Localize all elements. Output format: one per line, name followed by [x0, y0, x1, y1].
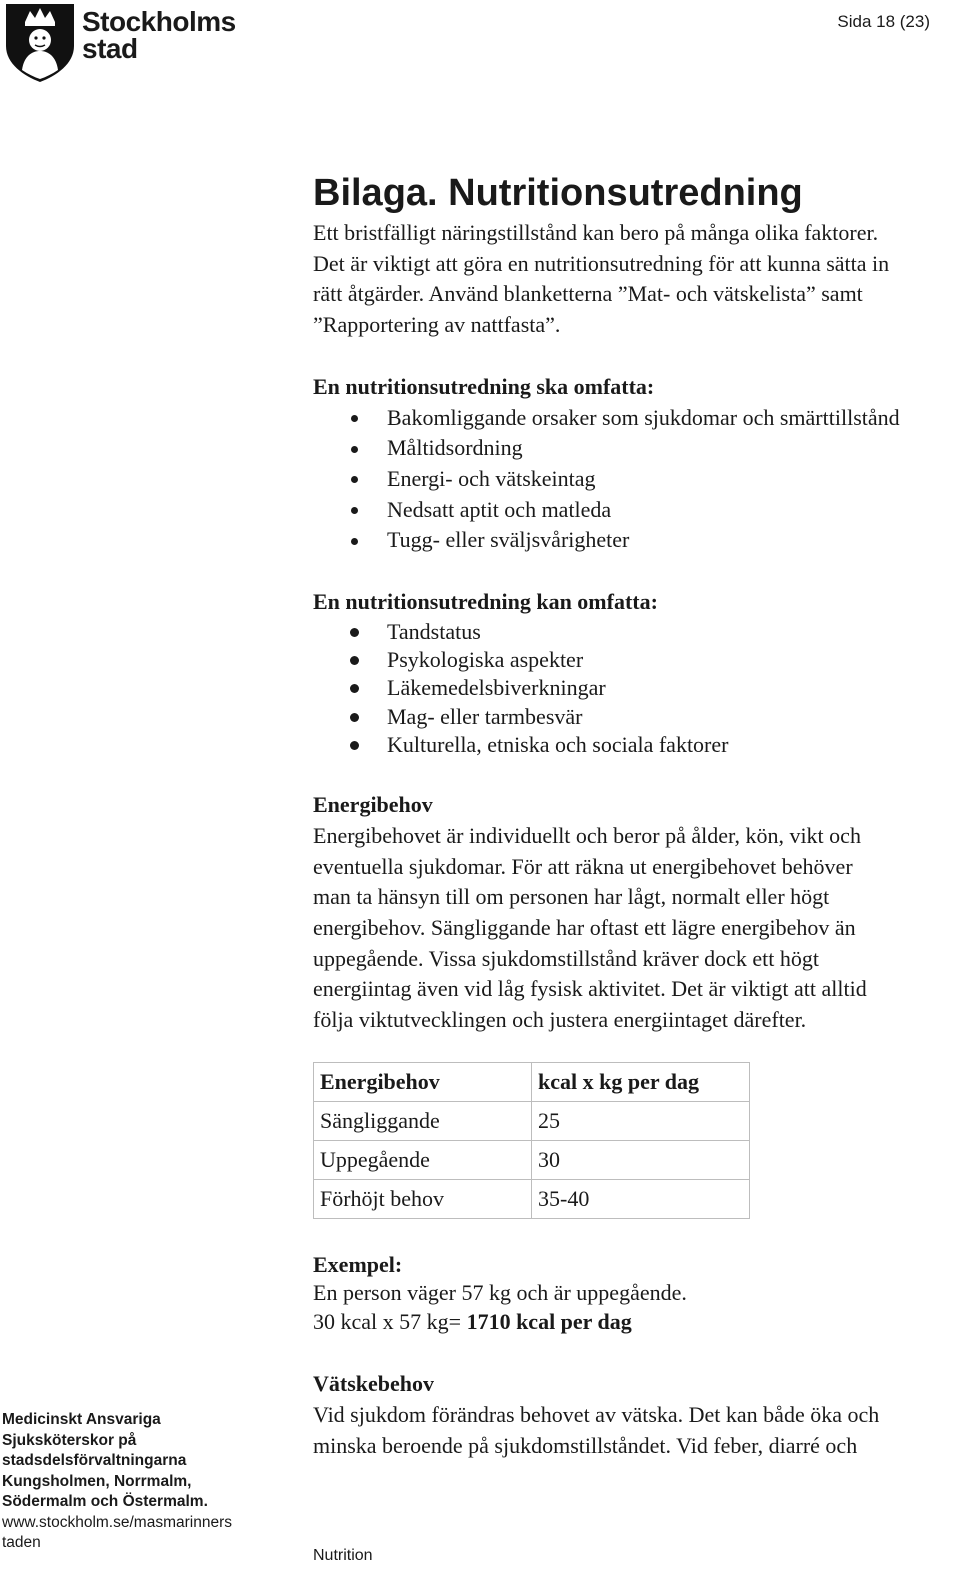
energy-text-line: energibehov. Sängliggande har oftast ett lägre energibehov än [313, 915, 856, 941]
bullet-icon [350, 656, 359, 665]
crest-shield-icon [4, 2, 76, 84]
energy-text-line: uppegående. Vissa sjukdomstillstånd kräver dock ett högt [313, 945, 820, 971]
bullet-icon [350, 741, 359, 750]
intro-line: Ett bristfälligt näringstillstånd kan bero på många olika faktorer. [313, 220, 879, 245]
list-item: Psykologiska aspekter [313, 646, 959, 674]
intro-line: rätt åtgärder. Använd blanketterna ”Mat- och vätskelista” samt [313, 281, 863, 307]
example-line: En person väger 57 kg och är uppegående. [313, 1280, 687, 1306]
must-include-list [313, 403, 959, 557]
may-include-list [313, 618, 959, 759]
bullet-icon [351, 538, 358, 545]
energy-text-line: Energibehovet är individuellt och beror på ålder, kön, vikt och [313, 822, 861, 848]
page-number: Sida 18 (23) [837, 12, 930, 31]
must-include-heading: En nutritionsutredning ska omfatta: [313, 373, 655, 399]
sidebar-link-line[interactable]: www.stockholm.se/masmarinners [2, 1513, 232, 1531]
energy-text-line: eventuella sjukdomar. För att räkna ut energibehovet behöver [313, 853, 853, 879]
fluid-text-line: Vid sjukdom förändras behovet av vätska. Det kan både öka och [313, 1402, 880, 1428]
sidebar-line: Kungsholmen, Norrmalm, [2, 1472, 192, 1490]
list-item: Mag- eller tarmbesvär [313, 703, 959, 731]
list-item: Energi- och vätskeintag [313, 464, 959, 495]
example-calculation: 30 kcal x 57 kg= 1710 kcal per dag [313, 1308, 632, 1334]
stockholms-stad-logo [4, 2, 244, 84]
sidebar-line: Medicinskt Ansvariga [2, 1411, 161, 1428]
sidebar-line: Södermalm och Östermalm. [2, 1493, 208, 1510]
table-header-cell: Energibehov [314, 1062, 532, 1101]
bullet-icon [350, 628, 359, 637]
bullet-icon [351, 446, 358, 453]
list-item: Läkemedelsbiverkningar [313, 674, 959, 702]
table-header-cell: kcal x kg per dag [532, 1062, 750, 1101]
list-item: Tandstatus [313, 618, 959, 646]
table-row [314, 1179, 750, 1218]
list-item: Tugg- eller sväljsvårigheter [313, 525, 959, 556]
table-row [314, 1101, 750, 1140]
list-item: Måltidsordning [313, 433, 959, 464]
example-heading: Exempel: [313, 1251, 403, 1277]
energy-heading: Energibehov [313, 792, 433, 818]
intro-line: Det är viktigt att göra en nutritionsutredning för att kunna sätta in [313, 250, 890, 276]
page-title: Bilaga. Nutritionsutredning [313, 172, 803, 214]
table-header-row [314, 1062, 750, 1101]
sidebar-contact [2, 1410, 252, 1554]
list-item: Bakomliggande orsaker som sjukdomar och smärttillstånd [313, 403, 959, 434]
bullet-icon [350, 684, 359, 693]
sidebar-link-line[interactable]: taden [2, 1534, 41, 1551]
table-cell: Sängliggande [314, 1101, 532, 1140]
table-cell: 25 [532, 1101, 750, 1140]
example-result: 1710 kcal per dag [466, 1308, 632, 1334]
bullet-icon [351, 476, 358, 483]
bullet-icon [350, 713, 359, 722]
table-cell: 30 [532, 1140, 750, 1179]
energy-table [313, 1062, 750, 1219]
energy-text-line: energiintag även vid låg fysisk aktivitet. Det är viktigt att alltid [313, 976, 867, 1002]
bullet-icon [351, 507, 358, 514]
table-cell: Förhöjt behov [314, 1179, 532, 1218]
intro-line: ”Rapportering av nattfasta”. [313, 312, 561, 338]
energy-text-line: man ta hänsyn till om personen har lågt, normalt eller högt [313, 884, 830, 910]
document-body [313, 168, 959, 1461]
fluid-heading: Vätskebehov [313, 1371, 435, 1397]
logo-text-line2: stad [82, 33, 138, 64]
list-item: Kulturella, etniska och sociala faktorer [313, 731, 959, 759]
may-include-heading: En nutritionsutredning kan omfatta: [313, 589, 658, 615]
footer-text: Nutrition [313, 1547, 373, 1564]
sidebar-line: stadsdelsförvaltningarna [2, 1452, 187, 1469]
table-cell: 35-40 [532, 1179, 750, 1218]
fluid-text-line: minska beroende på sjukdomstillståndet. Vid feber, diarré och [313, 1432, 858, 1458]
bullet-icon [351, 415, 358, 422]
energy-text-line: följa viktutvecklingen och justera energiintaget därefter. [313, 1007, 807, 1033]
table-row [314, 1140, 750, 1179]
sidebar-line: Sjuksköterskor på [2, 1431, 137, 1449]
list-item: Nedsatt aptit och matleda [313, 495, 959, 526]
table-cell: Uppegående [314, 1140, 532, 1179]
logo-text-line1: Stockholms [82, 6, 236, 37]
